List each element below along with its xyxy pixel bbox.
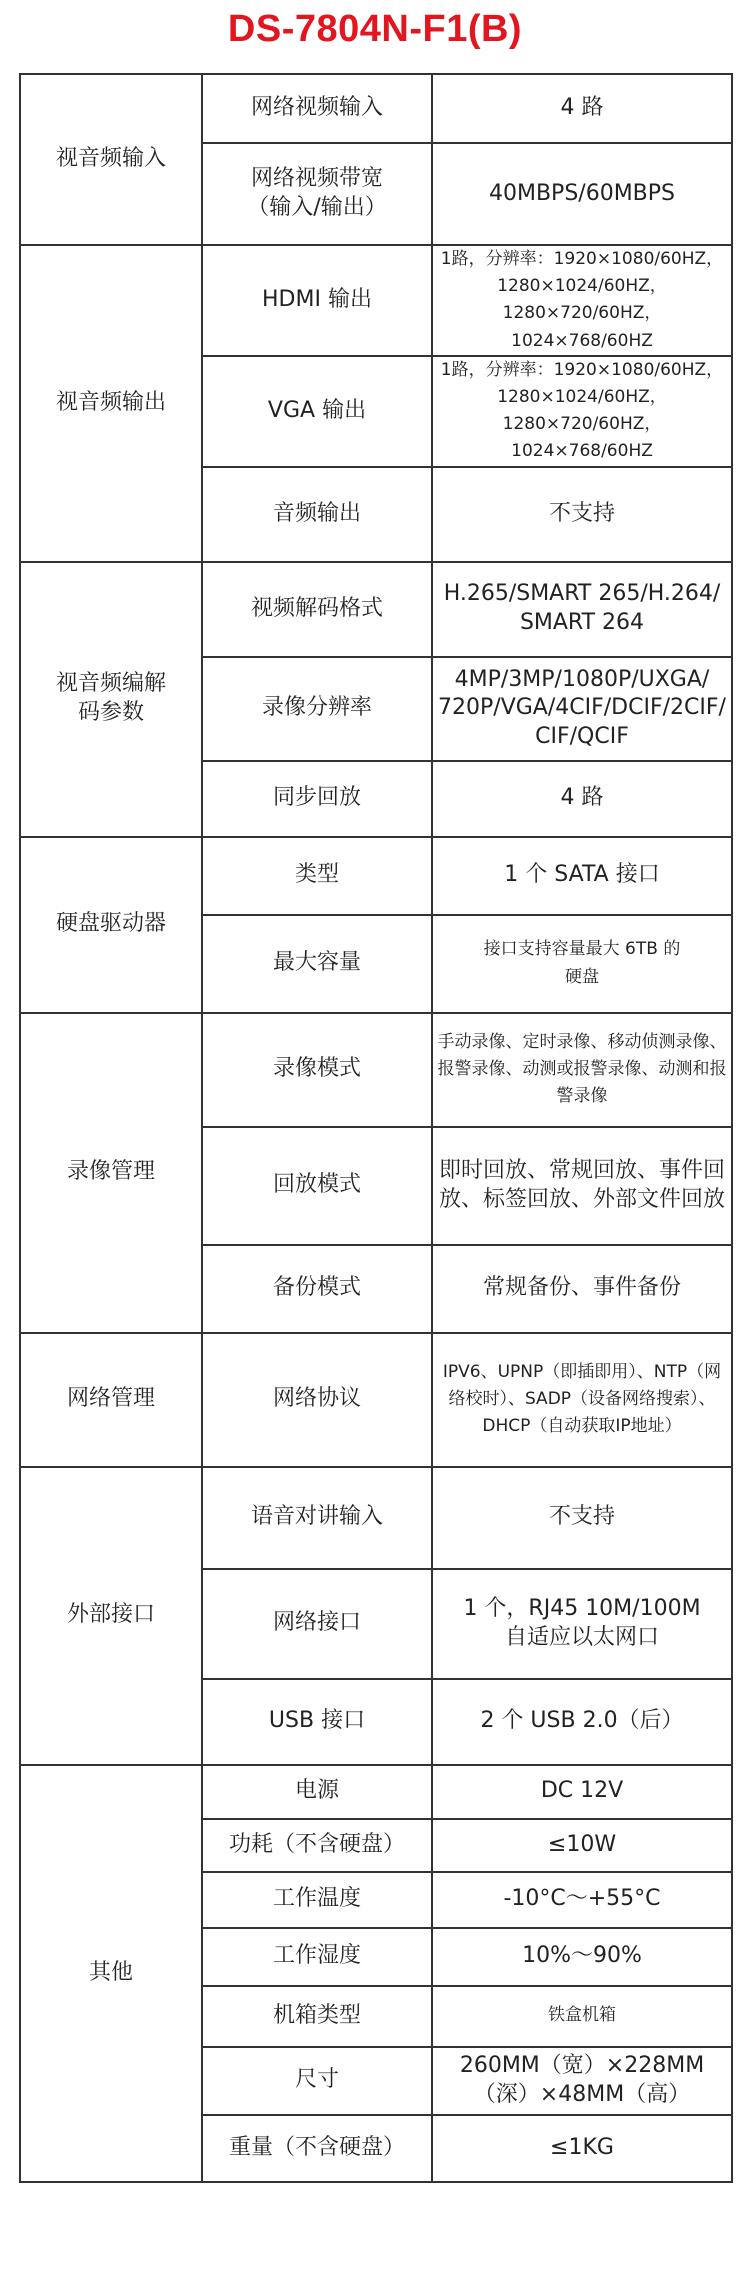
table-row	[20, 562, 732, 657]
category-cell: 视音频输入	[20, 74, 202, 245]
value-cell: 4 路	[432, 761, 732, 837]
value-cell: 1 个 SATA 接口	[432, 837, 732, 915]
parameter-cell: 网络视频带宽 （输入/输出）	[202, 143, 432, 245]
category-cell: 录像管理	[20, 1013, 202, 1333]
value-cell: 手动录像、定时录像、移动侦测录像、报警录像、动测或报警录像、动测和报警录像	[432, 1013, 732, 1127]
parameter-cell: 网络协议	[202, 1333, 432, 1467]
value-cell: 1路，分辨率：1920×1080/60HZ，1280×1024/60HZ，1280×720/60HZ，1024×768/60HZ	[432, 245, 732, 356]
value-cell: 1路，分辨率：1920×1080/60HZ，1280×1024/60HZ，1280×720/60HZ，1024×768/60HZ	[432, 356, 732, 467]
value-cell: 即时回放、常规回放、事件回放、标签回放、外部文件回放	[432, 1127, 732, 1245]
value-cell: -10°C～+55°C	[432, 1872, 732, 1928]
category-cell: 视音频输出	[20, 245, 202, 562]
category-cell: 硬盘驱动器	[20, 837, 202, 1013]
category-cell: 网络管理	[20, 1333, 202, 1467]
parameter-cell: 机箱类型	[202, 1986, 432, 2047]
parameter-cell: 最大容量	[202, 915, 432, 1013]
parameter-cell: 电源	[202, 1765, 432, 1819]
spec-table	[19, 73, 733, 2183]
parameter-cell: 类型	[202, 837, 432, 915]
value-cell: 10%～90%	[432, 1928, 732, 1986]
parameter-cell: 工作温度	[202, 1872, 432, 1928]
value-cell: 接口支持容量最大 6TB 的 硬盘	[432, 915, 732, 1013]
parameter-cell: 网络视频输入	[202, 74, 432, 143]
category-cell: 其他	[20, 1765, 202, 2182]
value-cell: 2 个 USB 2.0（后）	[432, 1679, 732, 1765]
value-cell: 4 路	[432, 74, 732, 143]
parameter-cell: 音频输出	[202, 467, 432, 562]
value-cell: ≤10W	[432, 1819, 732, 1872]
table-row	[20, 245, 732, 356]
category-cell: 视音频编解 码参数	[20, 562, 202, 837]
value-cell: 铁盒机箱	[432, 1986, 732, 2047]
value-cell: 常规备份、事件备份	[432, 1245, 732, 1333]
value-cell: 4MP/3MP/1080P/UXGA/ 720P/VGA/4CIF/DCIF/2CIF/ CIF/QCIF	[432, 657, 732, 761]
parameter-cell: 备份模式	[202, 1245, 432, 1333]
value-cell: H.265/SMART 265/H.264/ SMART 264	[432, 562, 732, 657]
parameter-cell: 网络接口	[202, 1569, 432, 1679]
value-cell: 不支持	[432, 1467, 732, 1569]
value-cell: 260MM（宽）×228MM（深）×48MM（高）	[432, 2047, 732, 2115]
value-cell: DC 12V	[432, 1765, 732, 1819]
parameter-cell: 录像模式	[202, 1013, 432, 1127]
value-cell: 1 个，RJ45 10M/100M 自适应以太网口	[432, 1569, 732, 1679]
parameter-cell: 回放模式	[202, 1127, 432, 1245]
parameter-cell: USB 接口	[202, 1679, 432, 1765]
parameter-cell: 工作湿度	[202, 1928, 432, 1986]
parameter-cell: 尺寸	[202, 2047, 432, 2115]
parameter-cell: VGA 输出	[202, 356, 432, 467]
table-row	[20, 1467, 732, 1569]
value-cell: IPV6、UPNP（即插即用）、NTP（网络校时）、SADP（设备网络搜索）、DHCP（自动获取IP地址）	[432, 1333, 732, 1467]
table-row	[20, 1013, 732, 1127]
value-cell: 不支持	[432, 467, 732, 562]
page-title: DS-7804N-F1(B)	[227, 8, 523, 50]
parameter-cell: 语音对讲输入	[202, 1467, 432, 1569]
table-row	[20, 74, 732, 143]
parameter-cell: 同步回放	[202, 761, 432, 837]
table-row	[20, 1765, 732, 1819]
value-cell: ≤1KG	[432, 2115, 732, 2182]
parameter-cell: 视频解码格式	[202, 562, 432, 657]
parameter-cell: HDMI 输出	[202, 245, 432, 356]
parameter-cell: 重量（不含硬盘）	[202, 2115, 432, 2182]
value-cell: 40MBPS/60MBPS	[432, 143, 732, 245]
parameter-cell: 功耗（不含硬盘）	[202, 1819, 432, 1872]
table-row	[20, 837, 732, 915]
category-cell: 外部接口	[20, 1467, 202, 1765]
parameter-cell: 录像分辨率	[202, 657, 432, 761]
table-row	[20, 1333, 732, 1467]
